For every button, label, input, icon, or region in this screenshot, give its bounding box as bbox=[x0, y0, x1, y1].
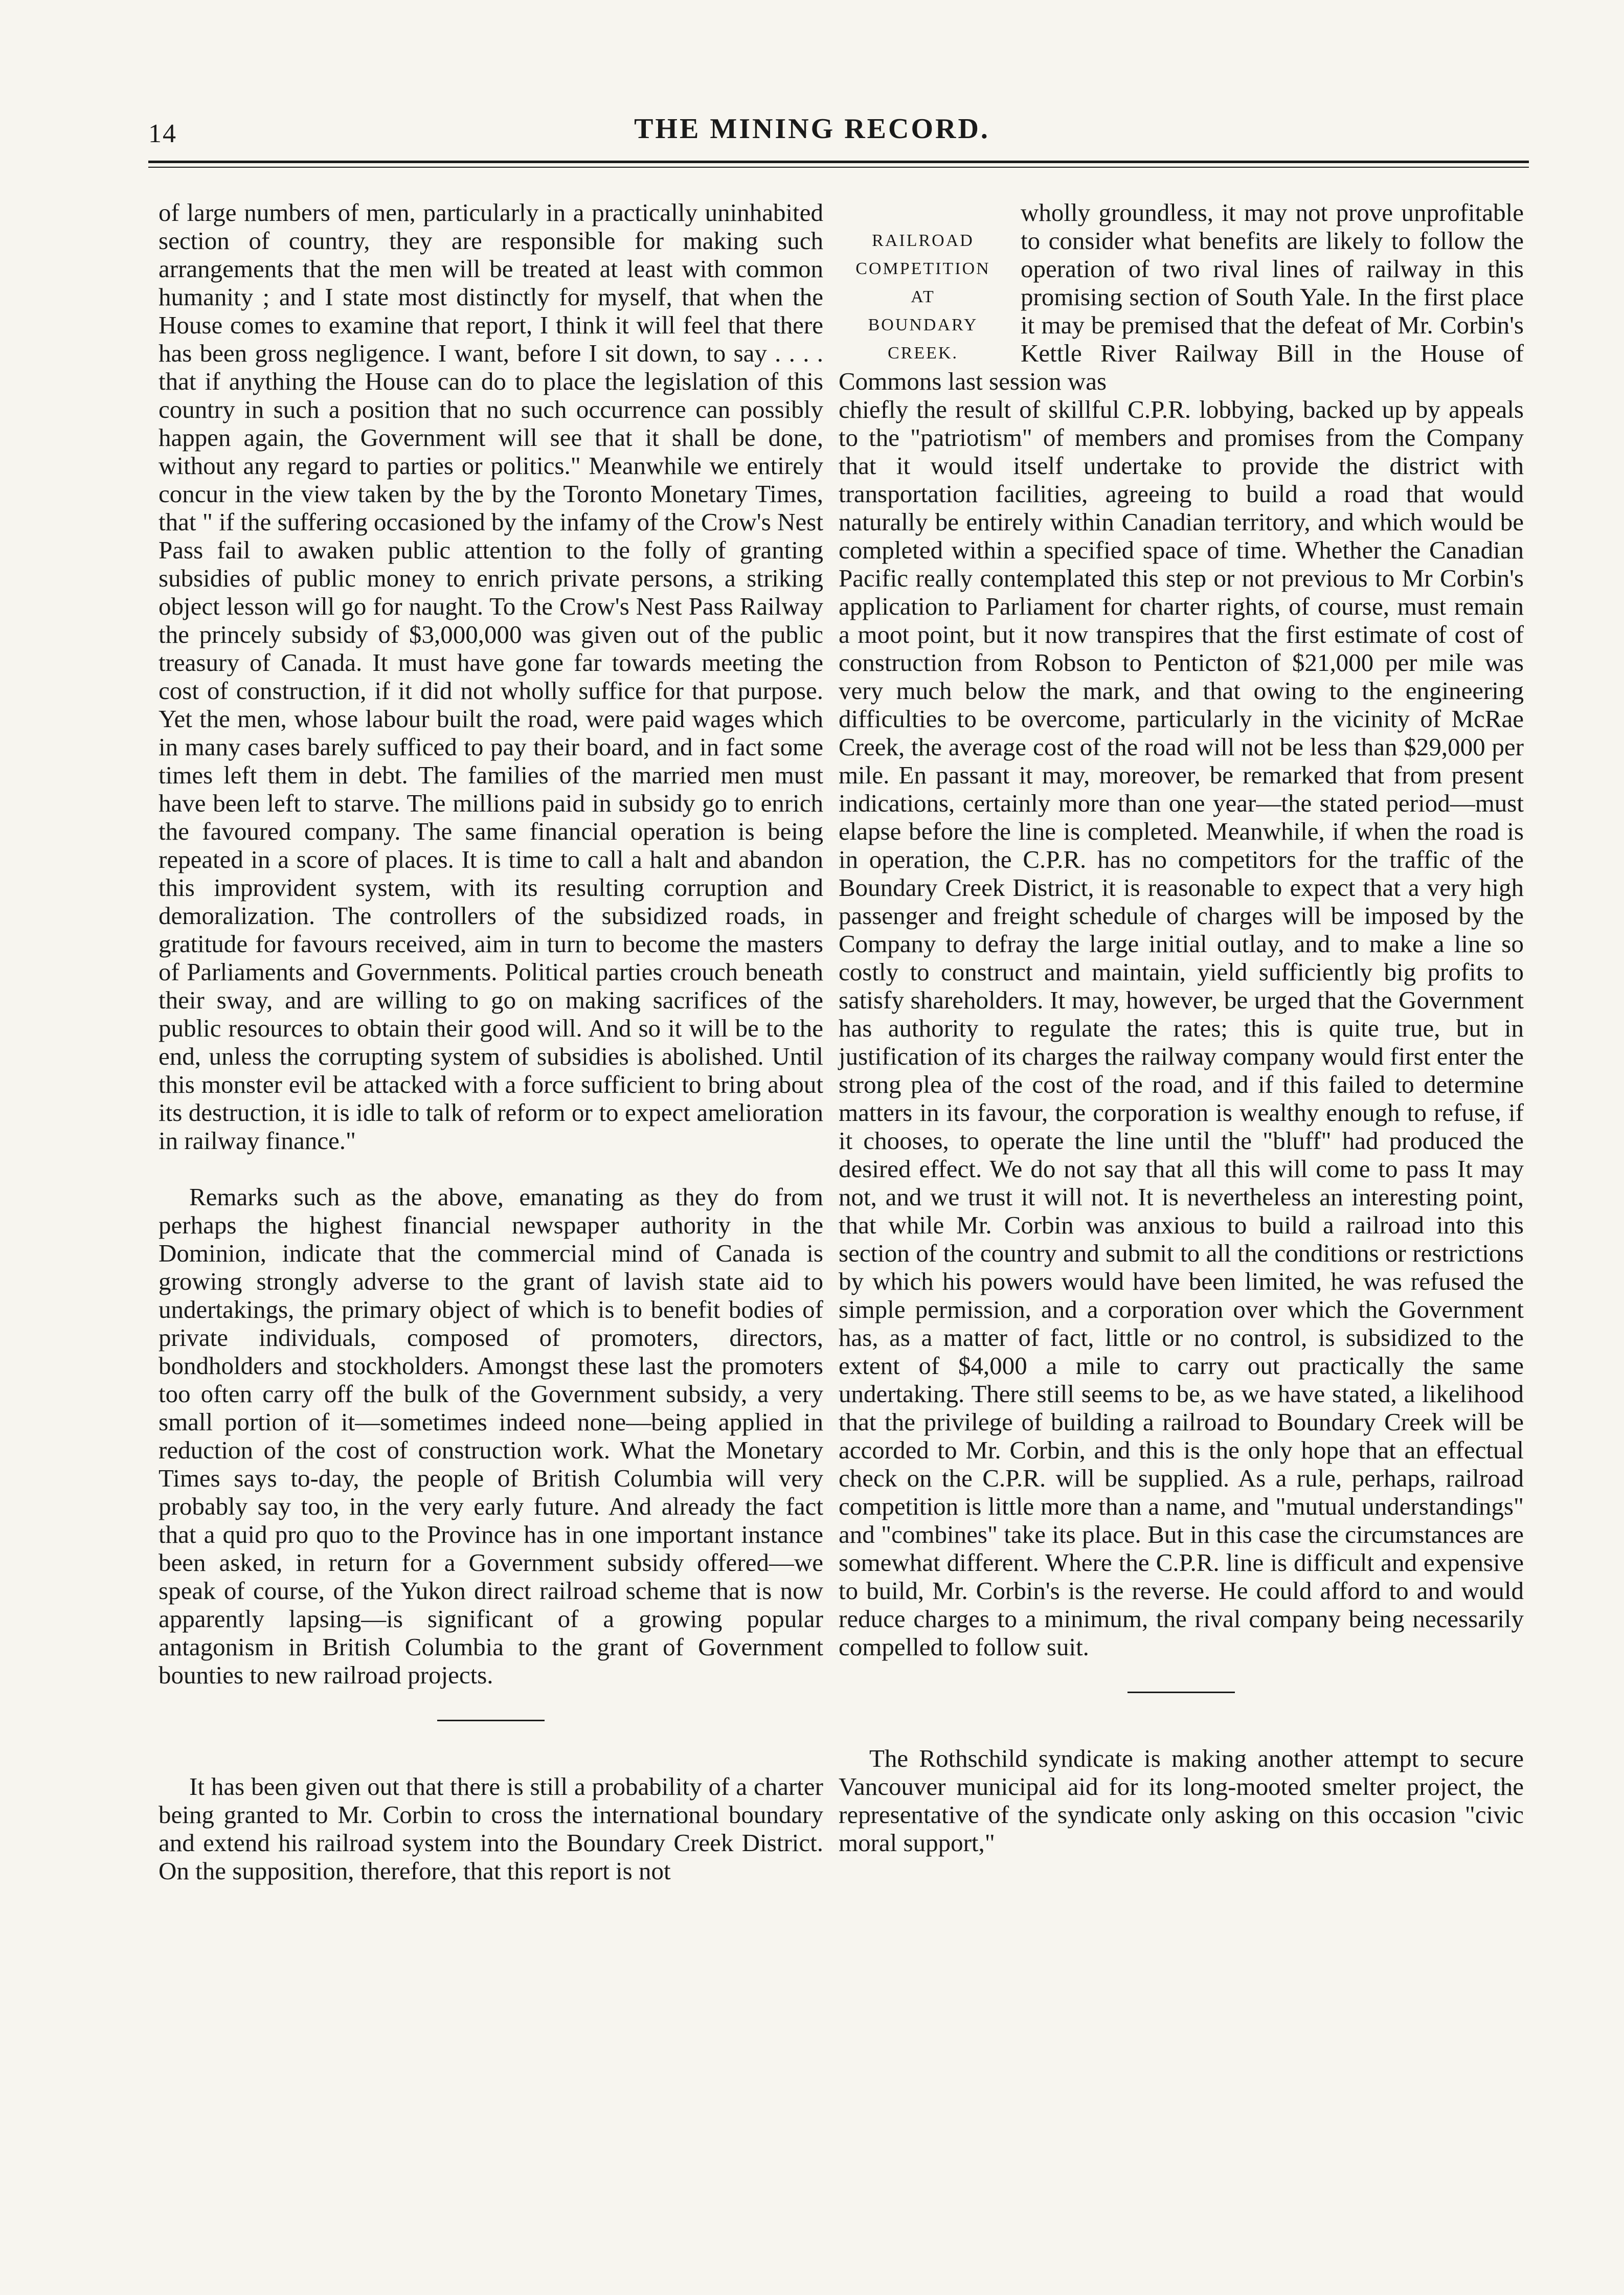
side-heading-line-3: AT bbox=[911, 287, 935, 306]
side-heading-line-4: BOUNDARY bbox=[868, 316, 978, 334]
running-head-title: THE MINING RECORD. bbox=[634, 113, 990, 145]
left-column bbox=[159, 198, 823, 1885]
right-column bbox=[839, 198, 1524, 1857]
right-paragraph-1-lead-text: wholly groundless, it may not prove unprofitable to consider what benefits are likely to follow the operation of two rival lines of railway in this promising section of South Yale. In the first place it may be premised that the defeat of Mr. Corbin's Kettle River Railway Bill in the House of Commons last session was bbox=[839, 198, 1524, 395]
left-paragraph-1: of large numbers of men, particularly in a practically uninhabited section of country, they are responsible for making such arrangements that the men will be treated at least with common humanity ; and I state most distinctly for myself, that when the House comes to examine that report, I think it will feel that there has been gross negligence. I want, before I sit down, to say . . . . that if anything the House can do to place the legislation of this country in such a position that no such occurrence can possibly happen again, the Government will see that it shall be done, without any regard to parties or politics." Meanwhile we entirely concur in the view taken by the by the Toronto Monetary Times, that " if the suffering occasioned by the infamy of the Crow's Nest Pass fail to awaken public attention to the folly of granting subsidies of public money to enrich private persons, a striking object lesson will go for naught. To the Crow's Nest Pass Railway the princely subsidy of $3,000,000 was given out of the public treasury of Canada. It must have gone far towards meeting the cost of construction, if it did not wholly suffice for that purpose. Yet the men, whose labour built the road, were paid wages which in many cases barely sufficed to pay their board, and in fact some times left them in debt. The families of the married men must have been left to starve. The millions paid in subsidy go to enrich the favoured company. The same financial operation is being repeated in a score of places. It is time to call a halt and abandon this improvident system, with its resulting corruption and demoralization. The controllers of the subsidized roads, in gratitude for favours received, aim in turn to become the masters of Parliaments and Governments. Political parties crouch beneath their sway, and are willing to go on making sacrifices of the public resources to obtain their good will. And so it will be to the end, unless the corrupting system of subsidies is abolished. Until this monster evil be attacked with a force sufficient to bring about its destruction, it is idle to talk of reform or to expect amelioration in railway finance." bbox=[159, 198, 823, 1155]
right-paragraph-1-rest: chiefly the result of skillful C.P.R. lobbying, backed up by appeals to the "patriotism" of members and promises from the Company that it would itself undertake to provide the district with transportation facilities, agreeing to build a road that would naturally be entirely within Canadian territory, and which would be completed within a specified space of time. Whether the Canadian Pacific really contemplated this step or not previous to Mr Corbin's application to Parliament for charter rights, of course, must remain a moot point, but it now transpires that the first estimate of cost of construction from Robson to Penticton of $21,000 per mile was very much below the mark, and that owing to the engineering difficulties to be overcome, particularly in the vicinity of McRae Creek, the average cost of the road will not be less than $29,000 per mile. En passant it may, moreover, be remarked that from present indications, certainly more than one year—the stated period—must elapse before the line is completed. Meanwhile, if when the road is in operation, the C.P.R. has no competitors for the traffic of the Boundary Creek District, it is reasonable to expect that a very high passenger and freight schedule of charges will be imposed by the Company to defray the large initial outlay, and to make a line so costly to construct and maintain, yield sufficiently big profits to satisfy shareholders. It may, however, be urged that the Government has authority to regulate the rates; this is quite true, but in justification of its charges the railway company would first enter the strong plea of the cost of the road, and if this failed to determine matters in its favour, the corporation is wealthy enough to refuse, if it chooses, to operate the line until the "bluff" had produced the desired effect. We do not say that all this will come to pass It may not, and we trust it will not. It is nevertheless an interesting point, that while Mr. Corbin was anxious to build a railroad into this section of the country and submit to all the conditions or restrictions by which his powers would have been limited, he was refused the simple permission, and a corporation over which the Government has, as a matter of fact, little or no control, is subsidized to the extent of $4,000 a mile to carry out practically the same undertaking. There still seems to be, as we have stated, a likelihood that the privilege of building a railroad to Boundary Creek will be accorded to Mr. Corbin, and this is the only hope that an effectual check on the C.P.R. will be supplied. As a rule, perhaps, railroad competition is little more than a name, and "mutual understandings" and "combines" take its place. But in this case the circumstances are somewhat different. Where the C.P.R. line is difficult and expensive to build, Mr. Corbin's is the reverse. He could afford to and would reduce charges to a minimum, the rival company being necessarily compelled to follow suit. bbox=[839, 395, 1524, 1661]
side-heading-line-2: COMPETITION bbox=[855, 259, 990, 278]
right-paragraph-2: The Rothschild syndicate is making another attempt to secure Vancouver municipal aid for its long-mooted smelter project, the representative of the syndicate only asking on this occasion "civic moral support," bbox=[839, 1744, 1524, 1857]
side-heading-line-5: CREEK. bbox=[888, 344, 958, 363]
side-heading bbox=[839, 227, 1007, 367]
header-rule-thin bbox=[148, 167, 1529, 168]
header-rule-thick bbox=[148, 161, 1529, 163]
section-divider bbox=[437, 1720, 545, 1721]
right-paragraph-1-lead bbox=[839, 198, 1524, 395]
side-heading-line-1: RAILROAD bbox=[872, 231, 974, 250]
page-number: 14 bbox=[148, 119, 177, 148]
left-paragraph-3: It has been given out that there is still a probability of a charter being granted to Mr. Corbin to cross the international boundary and extend his railroad system into the Boundary Creek District. On the supposition, therefore, that this report is not bbox=[159, 1772, 823, 1885]
section-divider-right bbox=[1127, 1692, 1235, 1693]
left-paragraph-2: Remarks such as the above, emanating as they do from perhaps the highest financial newspaper authority in the Dominion, indicate that the commercial mind of Canada is growing strongly adverse to the grant of lavish state aid to undertakings, the primary object of which is to benefit bodies of private individuals, composed of promoters, directors, bondholders and stockholders. Amongst these last the promoters too often carry off the bulk of the Government subsidy, a very small portion of it—sometimes indeed none—being applied in reduction of the cost of construction work. What the Monetary Times says to-day, the people of British Columbia will very probably say too, in the very early future. And already the fact that a quid pro quo to the Province has in one important instance been asked, in return for a Government subsidy offered—we speak of course, of the Yukon direct railroad scheme that is now apparently lapsing—is significant of a growing popular antagonism in British Columbia to the grant of Government bounties to new railroad projects. bbox=[159, 1183, 823, 1689]
